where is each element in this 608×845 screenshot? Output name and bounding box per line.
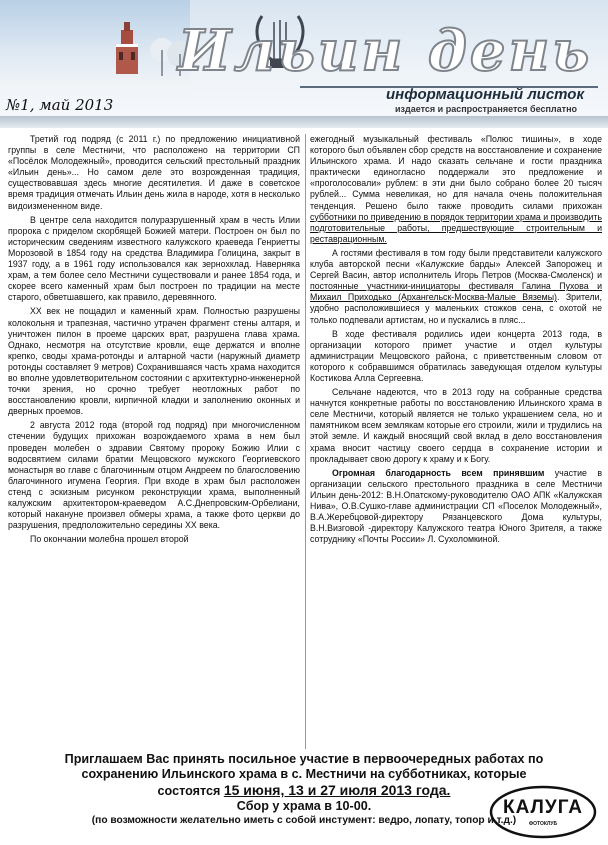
announcement-line: Приглашаем Вас принять посильное участие в первоочередных работах по	[64, 752, 544, 766]
paragraph-text: ежегодный музыкальный фестиваль «Полюс тишины», в ходе которого был объявлен сбор средств на восстановление и сохранение Ильинского храма. И надо сказать сельчане и гости праздника практически единогласно поддержали это предложение и «проголосовали» рублем: в эти дни было собрано более 20 тысяч рублей... Сумма невеликая, но для начала очень положительная тенденция. Решено было также проводить силами прихожан	[310, 134, 602, 211]
paragraph	[310, 468, 602, 546]
paragraph: Сельчане надеются, что в 2013 году на собранные средства начнутся конкретные работы по восстановлению Ильинского храма в селе Местничи, который является не только украшением села, но и памятником всем землякам которые его строили, жили и трудились на этой земле. И каждый вносящий свой вклад в дело восстановления храма вносит частицу своего сердца в сохранение истории и прокладывает свою дорогу к храму и к Богу.	[310, 387, 602, 464]
paragraph: XX век не пощадил и каменный храм. Полностью разрушены колокольня и трапезная, частично утрачен фрагмент стены алтаря, и уничтожен пилон в проеме царских врат, разрушена глава храма. Однако, несмотря на отсутствие кровли, еще держатся и вполне крепко, своды храма-ротонды и алтарной части (наружный диаметр ротонды составляет 9 метров) Сохранившаяся часть храма находится во вполне удовлетворительном состоянии с архитектурно-инженерной точки зрения, но срочно требует неотложных работ по восстановлению кровли, кирпичной кладки и заполнению оконных и дверных проемов.	[8, 306, 300, 417]
paragraph-text: . Зрители, удобно расположившиеся у маленьких стожков сена, с охотой не только подпевали артистам, но и пускались в пляс...	[310, 292, 602, 325]
paragraph: По окончании молебна прошел второй	[30, 534, 189, 545]
underlined-text: субботники по приведению в порядок территории храма и производить подготовительные работы, предшествующие строительным и реставрационным.	[310, 211, 602, 244]
newsletter-subtitle: информационный листок	[386, 86, 585, 103]
bold-text: Огромная благодарность всем принявшим	[332, 467, 545, 478]
newsletter-title: Ильин день	[178, 18, 593, 84]
column-divider	[305, 134, 306, 749]
paragraph	[310, 248, 602, 326]
right-column	[310, 134, 602, 749]
paragraph-text: участие в организации сельского престольного праздника в селе Местничи Ильин день-2012: В.Н.Опатскому-руководителю ОАО АПК «Калужская Нива», О.В.Сушко-главе администрации СП «Поселок Молодежный», В.А.Жеребцовой-директору Рязанцевского Дома культуры, В.Н.Визговой -директору Калужского театра Юного Зрителя, а также сотруднику «Почты России» Л. Сухоломкиной.	[310, 467, 602, 545]
photo-club-logo	[488, 784, 598, 840]
logo-text: КАЛУГА	[503, 797, 583, 818]
tools-note: (по возможности желательно иметь с собой инстумент: ведро, лопату, топор и т.д.)	[91, 815, 517, 826]
church-photo	[0, 0, 190, 90]
paragraph: 2 августа 2012 года (второй год подряд) при многочисленном стечении будущих прихожан возрождаемого храма в нем был проведен молебен о здравии Святому пророку Божию Илии с водосвятием силами братии Мещовского мужского Георгиевского монастыря во главе с благочинным отцом Андреем по благословению благочинного игумена Георгия. При входе в храм был расположен стенд с эскизным рисунком реконструкции храма, выполненный калужским архитектором-краеведом А.С.Днепровским-Орбелиани, который накануне произвел обмеры храма, а также фото церкви до разрушения, предположительно середины XX века.	[8, 420, 300, 531]
underlined-text: постоянные участники-инициаторы фестиваля Галина Пухова и Михаил Приходько (Архангельск-Москва-Малые Вяземы)	[310, 281, 602, 303]
masthead	[0, 0, 608, 128]
paragraph: В центре села находится полуразрушенный храм в честь Илии пророка с приделом скорбящей Божией матери. Построен он был по историческим сведениям известного калужского краеведа Генриетты Морозовой в 1854 году на средства Владимира Голицина, закрыт в 1937 году, а в 1961 году использовался как зернохклад. Наверняка храм, а тем более село Местничи существовали и ранее 1854 года, и скорее всего каменный храм был построен по традиции на месте старого, обветшавшего, как правило, деревянного.	[8, 214, 300, 303]
article-body	[8, 134, 602, 749]
event-dates: 15 июня, 13 и 27 июля 2013 года.	[223, 782, 451, 798]
announcement-line: сохранению Ильинского храма в с. Местничи на субботниках, которые	[81, 767, 527, 781]
issue-number: №1, май 2013	[6, 96, 114, 114]
meeting-time: Сбор у храма в 10-00.	[236, 799, 372, 813]
newsletter-tagline: издается и распространяется бесплатно	[395, 104, 577, 114]
header-band	[0, 116, 608, 128]
paragraph: В ходе фестиваля родились идеи концерта 2013 года, в организации которого примет участие и отдел культуры администрации Мещовского района, с приветственным словом от которого к собравшимся обратилась заведующая отделом культуры Костикова Алла Сергеевна.	[310, 328, 602, 383]
left-column	[8, 134, 300, 749]
paragraph: Третий год подряд (с 2011 г.) по предложению инициативной группы в селе Местничи, что расположено на территории СП «Посёлок Молодежный», проводится сельский престольный праздник «Ильин день»... Но самом деле это возрожденная традиция, существовавшая здесь многие десятилетия. И даже в советское время традиция отмечать Ильин день жила в народе, хотя в несколько видоизмененном виде.	[8, 134, 300, 211]
church-icon	[110, 22, 144, 74]
paragraph-text: А гостями фестиваля в том году были представители калужского клуба авторской песни «Калужские барды» Алексей Запорожец и Сергей Васин, автор исполнитель Игорь Петров (Москва-Смоленск) и	[310, 247, 602, 281]
paragraph	[310, 134, 602, 245]
announcement-text: состоятся	[157, 784, 221, 798]
logo-subtext: ФОТОКЛУБ	[528, 821, 558, 827]
